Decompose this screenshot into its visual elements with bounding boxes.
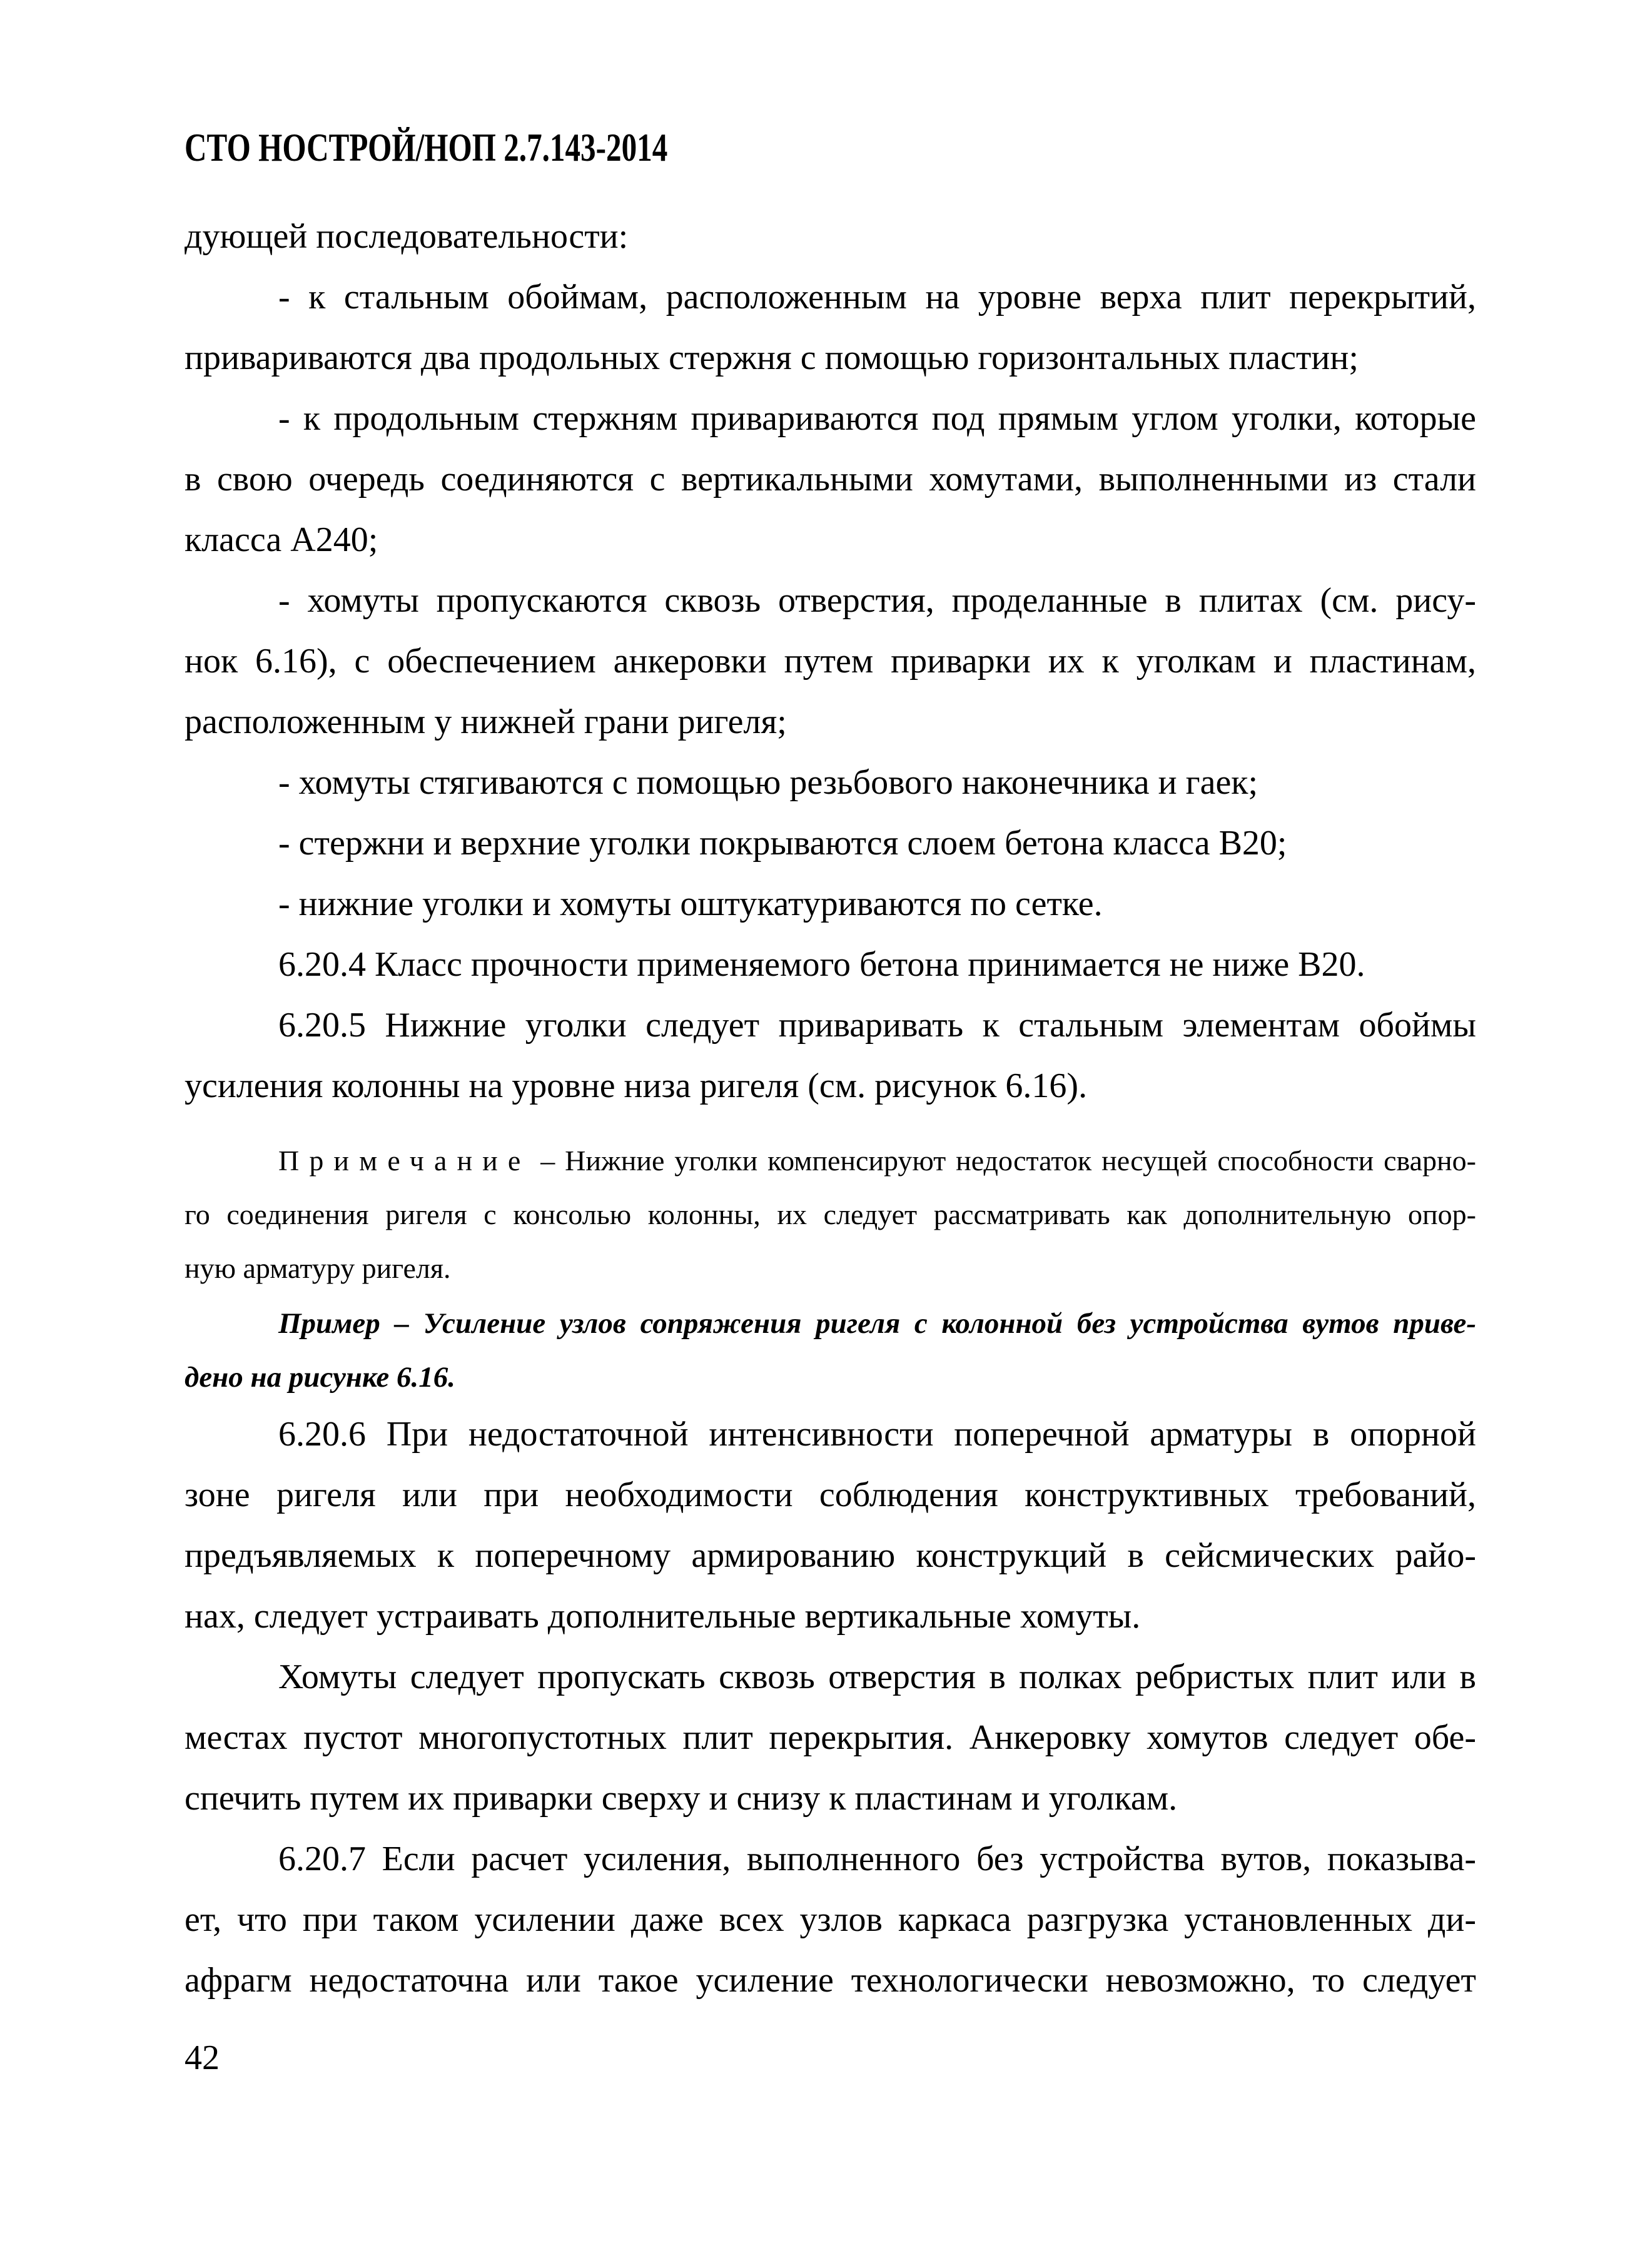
text-line: Хомуты следует пропускать сквозь отверстия в полках ребристых плит или в [278,1658,1476,1696]
text-line: Пример – Усиление узлов сопряжения ригеля с колонной без устройства вутов приве- [278,1307,1476,1340]
text-line: дующей последовательности: [185,217,629,256]
text-line: Примечание – Нижние уголки компенсируют недостаток несущей способности сварно- [278,1145,1476,1177]
example-paragraph [185,1297,1476,1404]
text-line: ную арматуру ригеля. [185,1252,451,1284]
note-label: Примечание [278,1145,531,1177]
paragraph [185,1404,1476,1647]
text-line: го соединения ригеля с консолью колонны, их следует рассматривать как дополнительную опор- [185,1198,1476,1230]
document-body [185,206,1476,2011]
text-line: нок 6.16), с обеспечением анкеровки путем приварки их к уголкам и пластинам, [185,642,1476,681]
text-line: 6.20.7 Если расчет усиления, выполненного без устройства вутов, показыва- [278,1840,1476,1878]
text-line: - к стальным обоймам, расположенным на уровне верха плит перекрытий, [278,278,1476,316]
text-line: - к продольным стержням привариваются под прямым углом уголки, которые [278,399,1476,438]
text-line: усиления колонны на уровне низа ригеля (см. рисунок 6.16). [185,1066,1088,1105]
text-line: привариваются два продольных стержня с помощью горизонтальных пластин; [185,338,1359,377]
text-line: афрагм недостаточна или такое усиление технологически невозможно, то следует [185,1961,1476,2000]
paragraph [185,813,1476,874]
text-line: в свою очередь соединяются с вертикальными хомутами, выполненными из стали [185,460,1476,499]
paragraph [185,570,1476,752]
paragraph [185,206,1476,267]
text-line: спечить путем их приварки сверху и снизу к пластинам и уголкам. [185,1779,1178,1818]
text-line: - нижние уголки и хомуты оштукатуриваются по сетке. [278,884,1103,923]
paragraph [185,752,1476,813]
text-line: зоне ригеля или при необходимости соблюдения конструктивных требований, [185,1476,1476,1514]
text-line: 6.20.4 Класс прочности применяемого бетона принимается не ниже В20. [278,945,1365,984]
text-line: дено на рисунке 6.16. [185,1361,456,1394]
paragraph [185,995,1476,1116]
text-line: нах, следует устраивать дополнительные вертикальные хомуты. [185,1597,1141,1636]
paragraph [185,1829,1476,2011]
text-line: - стержни и верхние уголки покрываются слоем бетона класса В20; [278,824,1287,863]
paragraph [185,267,1476,388]
text-line: предъявляемых к поперечному армированию конструкций в сейсмических райо- [185,1536,1476,1575]
note-paragraph [185,1134,1476,1295]
text-line: класса А240; [185,520,378,559]
paragraph [185,874,1476,934]
text-line: местах пустот многопустотных плит перекрытия. Анкеровку хомутов следует обе- [185,1718,1476,1757]
text-line: 6.20.5 Нижние уголки следует приваривать к стальным элементам обоймы [278,1006,1476,1045]
text-line: - хомуты стягиваются с помощью резьбового наконечника и гаек; [278,763,1258,802]
text-line: ет, что при таком усилении даже всех узлов каркаса разгрузка установленных ди- [185,1900,1476,1939]
text-line: 6.20.6 При недостаточной интенсивности поперечной арматуры в опорной [278,1415,1476,1454]
running-header: СТО НОСТРОЙ/НОП 2.7.143-2014 [185,126,668,170]
paragraph [185,1647,1476,1829]
paragraph [185,388,1476,570]
paragraph [185,934,1476,995]
page-number: 42 [185,2038,220,2077]
text-line: - хомуты пропускаются сквозь отверстия, проделанные в плитах (см. рису- [278,581,1476,620]
text-line: расположенным у нижней грани ригеля; [185,702,787,741]
